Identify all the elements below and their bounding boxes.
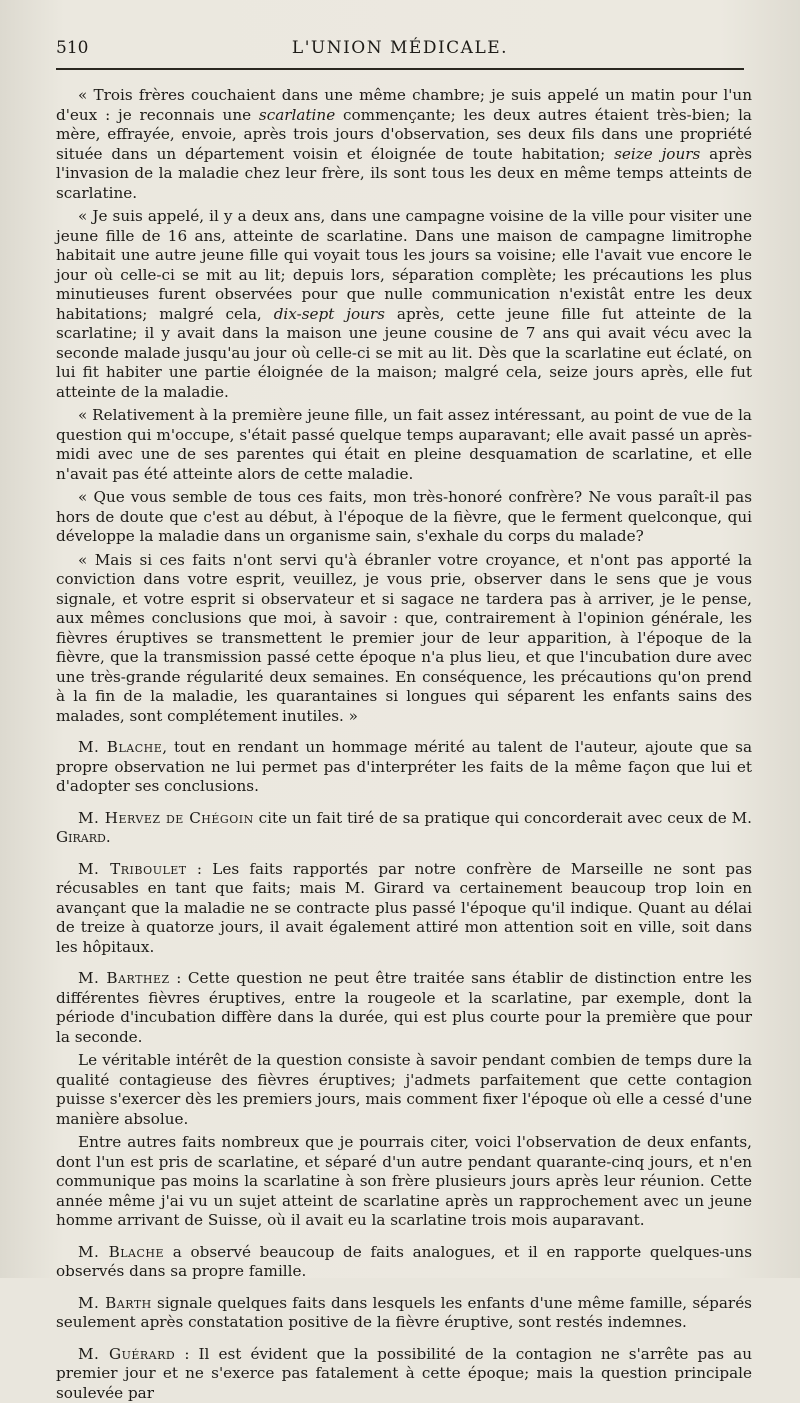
paragraph: « Relativement à la première jeune fille, un fait assez intéressant, au point de vue de la question qui m'occupe, s'était passé quelque temps auparavant; elle avait passé un après-midi avec une de ses parentes qui était en pleine desquamation de scarlatine, et elle n'avait pas été atteinte alors de cette maladie. bbox=[56, 406, 752, 484]
paragraph: Entre autres faits nombreux que je pourrais citer, voici l'observation de deux enfants, dont l'un est pris de scarlatine, et séparé d'un autre pendant quarante-cinq jours, et n'en communique pas moins la scarlatine à son frère plusieurs jours après leur réunion. Cette année même j'ai vu un sujet atteint de scarlatine après un rapprochement avec un jeune homme arrivant de Suisse, où il avait eu la scarlatine trois mois auparavant. bbox=[56, 1133, 752, 1231]
paragraph: Le véritable intérêt de la question consiste à savoir pendant combien de temps dure la qualité contagieuse des fièvres éruptives; j'admets parfaitement que cette contagion puisse s'exercer dès les premiers jours, mais comment fixer l'époque où elle a cessé d'une manière absolue. bbox=[56, 1051, 752, 1129]
speaker-name: M. Guérard bbox=[78, 1345, 175, 1363]
speaker-name: M. Blache bbox=[78, 738, 162, 756]
speech-paragraph: M. Barth signale quelques faits dans lesquels les enfants d'une même famille, séparés seulement après constatation positive de la fièvre éruptive, sont restés indemnes. bbox=[56, 1294, 752, 1333]
article-body bbox=[56, 86, 752, 1403]
speech-paragraph: M. Triboulet : Les faits rapportés par notre confrère de Marseille ne sont pas récusables en tant que faits; mais M. Girard va certainement beaucoup trop loin en avançant que la maladie ne se contracte plus passé l'époque qu'il indique. Quant au délai de treize à quatorze jours, il avait également attiré mon attention soit en ville, soit dans les hôpitaux. bbox=[56, 860, 752, 958]
paragraph: « Trois frères couchaient dans une même chambre; je suis appelé un matin pour l'un d'eux : je reconnais une scarlatine commençante; les deux autres étaient très-bien; la mère, effrayée, envoie, après trois jours d'observation, ses deux fils dans une propriété située dans un département voisin et éloignée de toute habitation; seize jours après l'invasion de la maladie chez leur frère, ils sont tous les deux en même temps atteints de scarlatine. bbox=[56, 86, 752, 203]
page-header bbox=[56, 38, 744, 70]
speech-paragraph: M. Barthez : Cette question ne peut être traitée sans établir de distinction entre les différentes fièvres éruptives, entre la rougeole et la scarlatine, par exemple, dont la période d'incubation diffère dans la durée, qui est plus courte pour la première que pour la seconde. bbox=[56, 969, 752, 1047]
speech-paragraph: M. Hervez de Chégoin cite un fait tiré de sa pratique qui concorderait avec ceux de M. Girard. bbox=[56, 809, 752, 848]
speech-paragraph: M. Blache, tout en rendant un hommage mérité au talent de l'auteur, ajoute que sa propre observation ne lui permet pas d'interpréter les faits de la même façon que lui et d'adopter ses conclusions. bbox=[56, 738, 752, 797]
speaker-name: M. Triboulet bbox=[78, 860, 187, 878]
speech-paragraph: M. Guérard : Il est évident que la possibilité de la contagion ne s'arrête pas au premier jour et ne s'exerce pas fatalement à cette époque; mais la question principale soulevée par bbox=[56, 1345, 752, 1403]
page-number: 510 bbox=[56, 38, 126, 58]
journal-title: L'UNION MÉDICALE. bbox=[126, 38, 674, 58]
paragraph: « Je suis appelé, il y a deux ans, dans une campagne voisine de la ville pour visiter une jeune fille de 16 ans, atteinte de scarlatine. Dans une maison de campagne limitrophe habitait une autre jeune fille qui voyait tous les jours sa voisine; elle l'avait vue encore le jour où celle-ci se mit au lit; depuis lors, séparation complète; les précautions les plus minutieuses furent observées pour que nulle communication n'existât entre les deux habitations; malgré cela, dix-sept jours après, cette jeune fille fut atteinte de la scarlatine; il y avait dans la maison une jeune cousine de 7 ans qui avait vécu avec la seconde malade jusqu'au jour où celle-ci se mit au lit. Dès que la scarlatine eut éclaté, on lui fit habiter une partie éloignée de la maison; malgré cela, seize jours après, elle fut atteinte de la maladie. bbox=[56, 207, 752, 402]
speech-paragraph: M. Blache a observé beaucoup de faits analogues, et il en rapporte quelques-uns observés dans sa propre famille. bbox=[56, 1243, 752, 1282]
speaker-name: M. Hervez de Chégoin bbox=[78, 809, 254, 827]
speaker-name: M. Barth bbox=[78, 1294, 152, 1312]
speaker-name: M. Blache bbox=[78, 1243, 164, 1261]
speaker-name: M. Barthez bbox=[78, 969, 170, 987]
paragraph: « Que vous semble de tous ces faits, mon très-honoré confrère? Ne vous paraît-il pas hors de doute que c'est au début, à l'époque de la fièvre, que le ferment quelconque, qui développe la maladie dans un organisme sain, s'exhale du corps du malade? bbox=[56, 488, 752, 547]
paragraph: « Mais si ces faits n'ont servi qu'à ébranler votre croyance, et n'ont pas apporté la conviction dans votre esprit, veuillez, je vous prie, observer dans le sens que je vous signale, et votre esprit si observateur et si sagace ne tardera pas à arriver, je le pense, aux mêmes conclusions que moi, à savoir : que, contrairement à l'opinion générale, les fièvres éruptives se transmettent le premier jour de leur apparition, à l'époque de la fièvre, que la transmission passé cette époque n'a plus lieu, et que l'incubation dure avec une très-grande régularité deux semaines. En conséquence, les précautions qu'on prend à la fin de la maladie, les quarantaines si longues qui séparent les enfants sains des malades, sont complétement inutiles. » bbox=[56, 551, 752, 727]
